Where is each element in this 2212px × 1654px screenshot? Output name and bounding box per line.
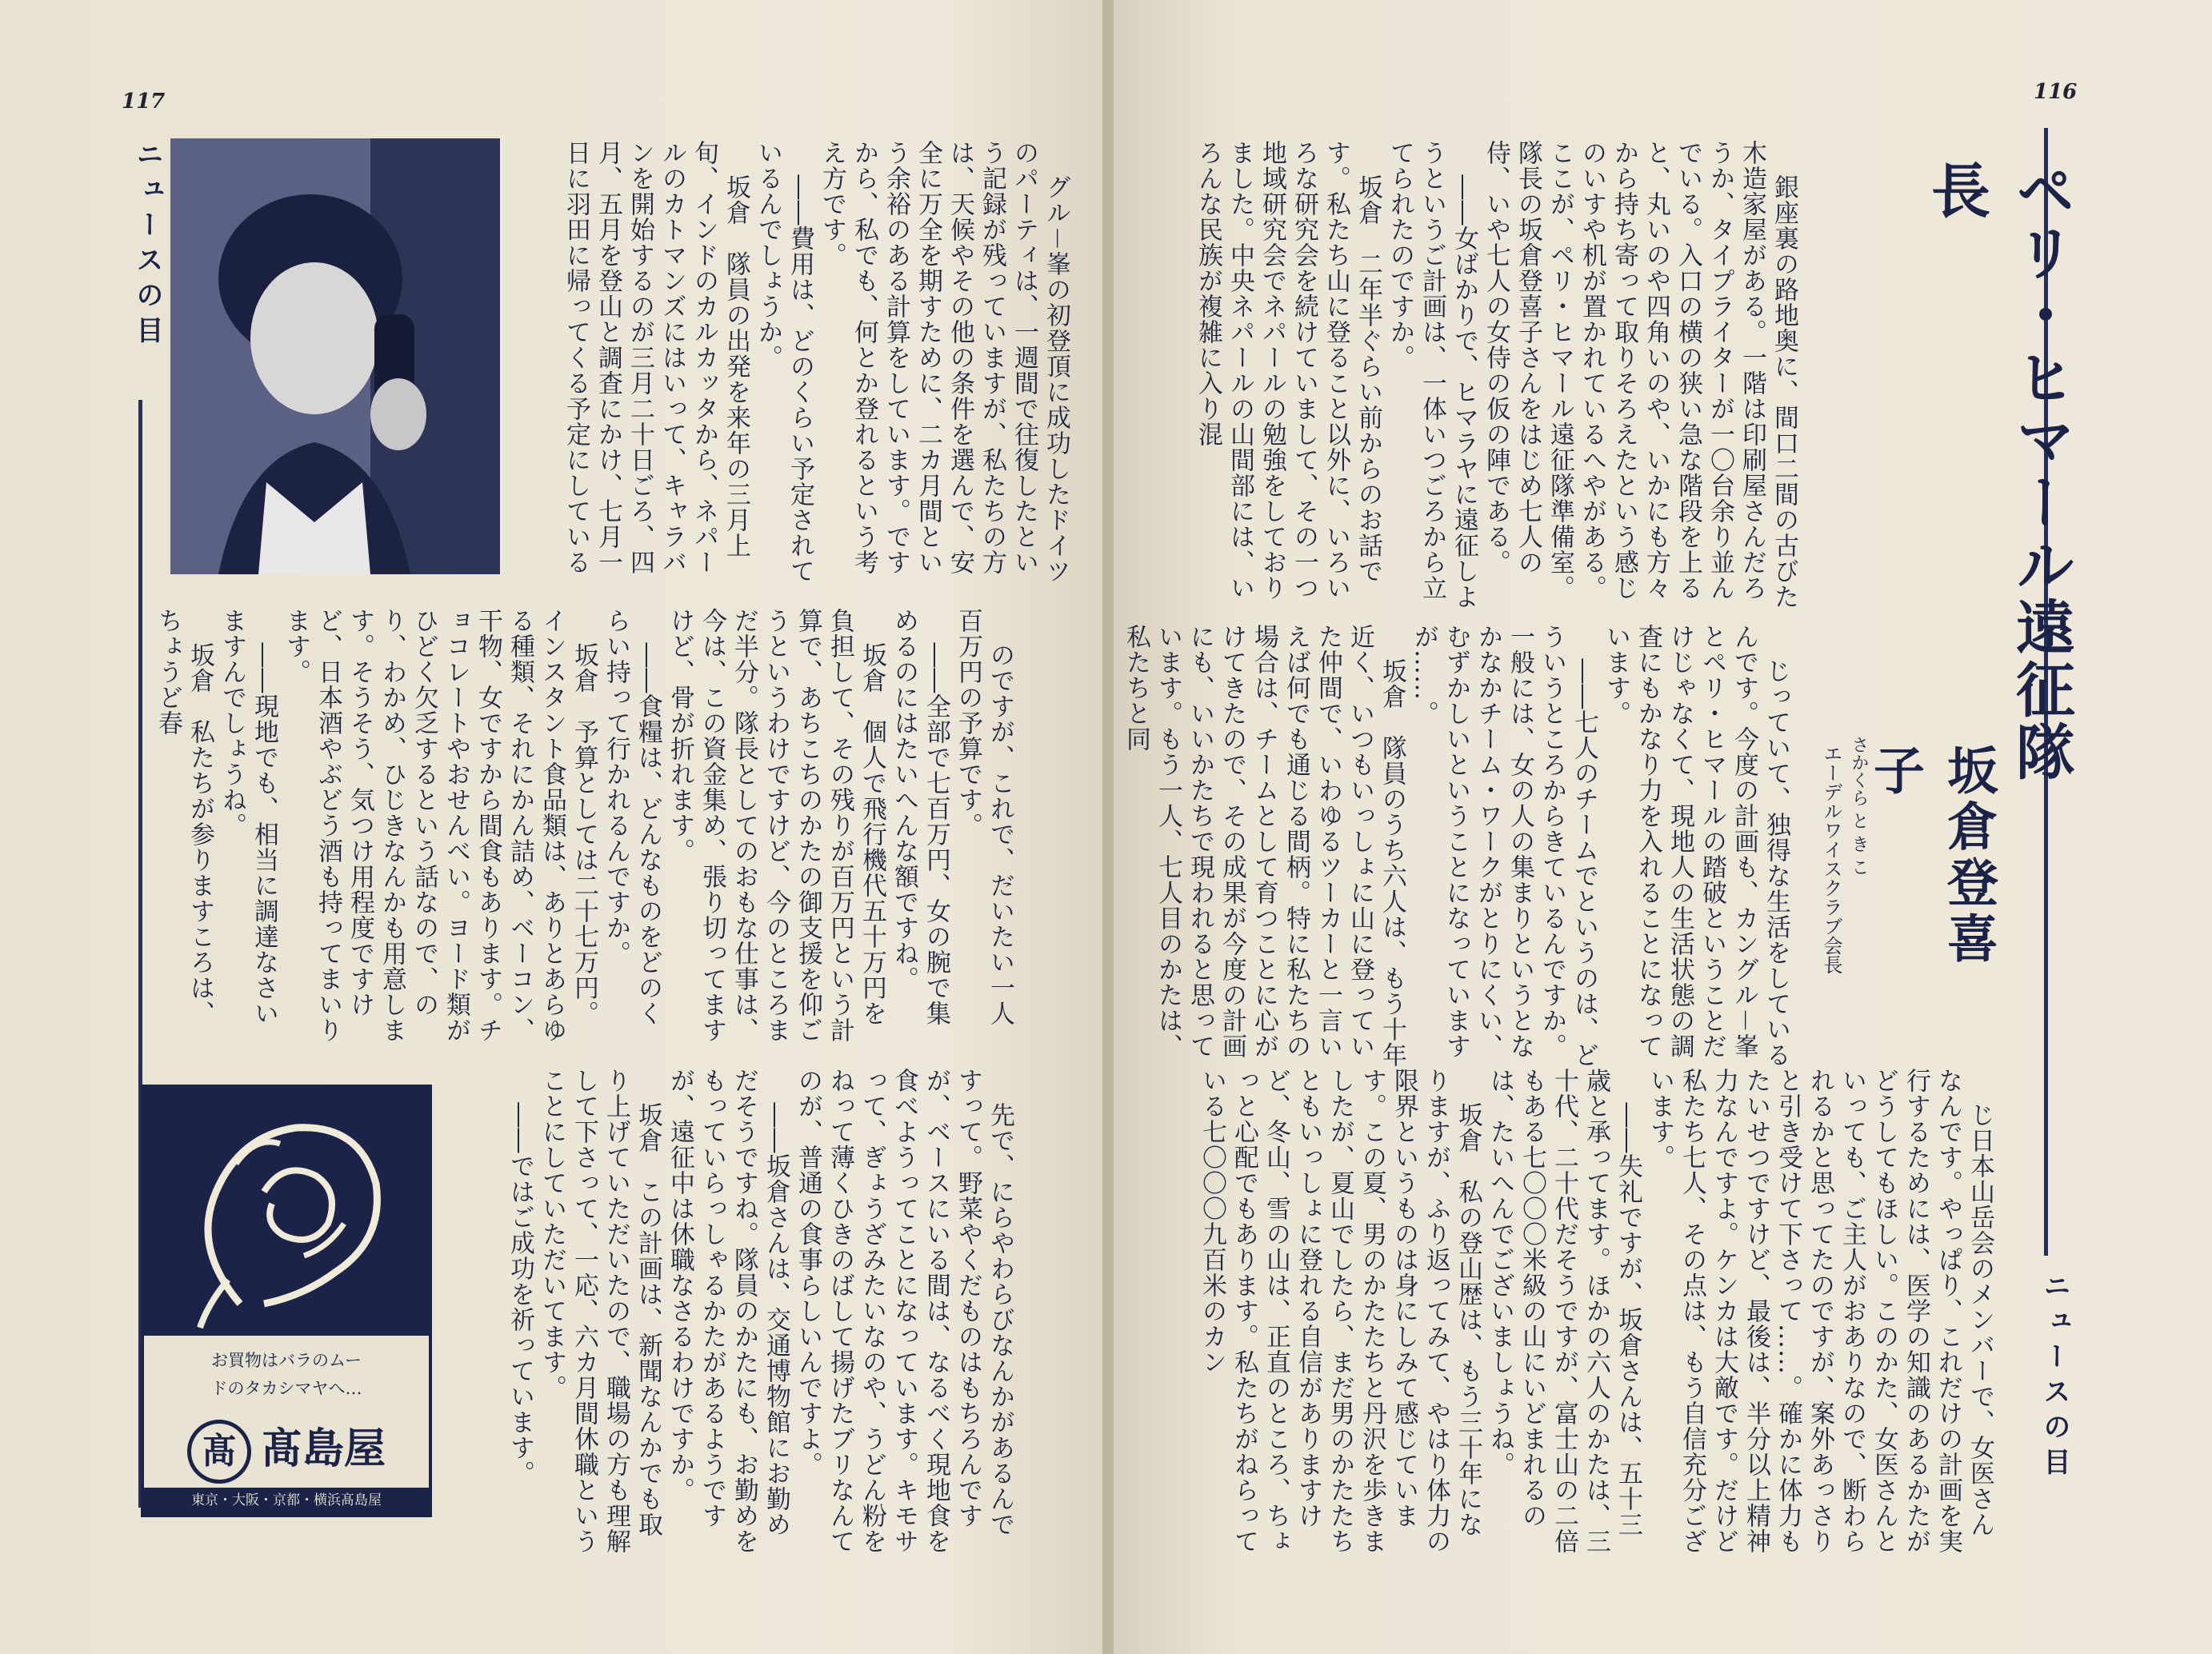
right-mid-para-1: じっていて、独得な生活をしているんです。今度の計画も、カングル－峯とペリ・ヒマールの踏破ということだけじゃなくて、現地人の生活状態の調査にもかなり力を入れることになっています。 (1602, 624, 1790, 1069)
page-number-116: 116 (2034, 80, 2078, 104)
right-top-para-2: ――女ばかりで、ヒマラヤに遠征しようというご計画は、一体いつごろから立てられたのですか。 (1386, 140, 1478, 610)
right-middle-text (1122, 624, 1824, 1080)
author-ruby: さかくら と き こ (1849, 736, 1869, 876)
right-page (1114, 0, 2212, 1654)
left-mid-para-1: のですが、これで、だいたい一人百万円の予算です。 (954, 608, 1014, 1027)
left-mid-para-5: 坂倉 予算としては二十七万円。インスタント食品類は、ありとあらゆる種類、それにかん詰め、ベーコン、干物、女ですから間食もあります。チョコレートやおせんべい。ヨード類がひどく欠乏するという話なので、のり、わかめ、ひじきなんかも用意します。そうそう、気つけ用程度ですけど、日本酒やぶどう酒も持ってまいります。 (282, 608, 598, 1043)
left-mid-para-3: 坂倉 個人で飛行機代五十万円を負担して、その残りが百万円という計算で、あちこちのかたの御支援を仰ごうというわけですけど、今のところまだ半分。隊長としてのおもな仕事は、今は、この資金集め、張り切ってますけど、骨が折れます。 (666, 608, 886, 1043)
ad-copy-line-2: ドのタカシマヤへ… (210, 1379, 362, 1398)
author-name: 坂倉登喜子 (1865, 744, 1998, 968)
right-bottom-para-1: じ日本山岳会のメンバーで、女医さんなんです。やっぱり、これだけの計画を実行するためには、医学の知識のあるかたがどうしてもほしい。このかた、女医さんといっても、ご主人がおありなので、断わられるかと思ってたのですが、案外あっさりと引き受けて下さって……。確かに体力もたいせつですけど、最後は、半分以上精神力なんですよ。ケンカは大敵です。だけど私たち七人、その点は、もう自信充分ございます。 (1646, 1068, 1994, 1554)
takashimaya-logo-name: 髙島屋 (260, 1425, 386, 1473)
ad-store-locations: 東京・大阪・京都・横浜髙島屋 (144, 1488, 429, 1514)
right-top-para-3: 坂倉 二年半ぐらい前からのお話です。私たち山に登ること以外に、いろいろな研究会を続けていまして、その一つ地域研究会でネパールの勉強をしておりました。中央ネパールの山間部には、いろんな民族が複雑に入り混 (1194, 140, 1382, 601)
right-bottom-para-2: ――失礼ですが、坂倉さんは、五十三歳と承ってます。ほかの六人のかたは、三十代、二十代だそうですが、富士山の二倍もある七〇〇〇米級の山にいどまれるのは、たいへんでございましょうね。 (1486, 1068, 1642, 1554)
book-gutter (1102, 0, 1114, 1654)
portrait-illustration (170, 138, 500, 574)
left-top-para-2: ――費用は、どのくらい予定されているんでしょうか。 (754, 140, 814, 585)
section-label-right: ニュースの目 (2038, 1272, 2070, 1483)
left-middle-text (156, 608, 1048, 1048)
takashimaya-logo-mark: 髙 (187, 1420, 251, 1484)
right-mid-para-2: ――七人のチームでというのは、どういうところからきているんですか。一般には、女の人の集まりというとなかなかチーム・ワークがとりにくい、むずかしいということになっていますが……。 (1410, 624, 1598, 1069)
section-label-left: ニュースの目 (131, 140, 163, 351)
author-role: エーデルワイスクラブ会長 (1820, 744, 1842, 974)
left-mid-para-4: ――食糧は、どんなものをどのくらい持って行かれるんですか。 (602, 608, 662, 1027)
left-page (0, 0, 1102, 1654)
right-mid-para-3: 坂倉 隊員のうち六人は、もう十年近く、いつもいっしょに山に登っていた仲間で、いわゆるツーカーと一言いえば何でも通じる間柄。特に私たちの場合は、チームとして育つことに心がけてきたので、その成果が今度の計画にも、いいかたちで現われると思っています。もう一人、七人目のかたは、私たちと同 (1122, 624, 1406, 1069)
left-top-text (512, 140, 1104, 588)
rose-illustration (144, 1088, 429, 1336)
takashimaya-advertisement (141, 1085, 432, 1517)
rose-icon (144, 1088, 429, 1336)
left-bottom-para-4: ――ではご成功を祈っています。 (506, 1102, 534, 1487)
left-mid-para-7: 坂倉 私たちが参りますころは、ちょうど春 (154, 608, 214, 1027)
page-number-117: 117 (122, 90, 166, 114)
right-top-para-1: 銀座裏の路地奥に、間口二間の古びた木造家屋がある。一階は印刷屋さんだろうか、タイプライターが一〇台余り並んでいる。入口の横の狭い急な階段を上ると、丸いのや四角いのや、いかにも方々から持ち寄って取りそろえたという感じのいすや机が置かれているへやがある。ここが、ペリ・ヒマール遠征隊準備室。隊長の坂倉登喜子さんをはじめ七人の侍、いや七人の女侍の仮の陣である。 (1482, 140, 1798, 610)
left-bottom-para-2: ――坂倉さんは、交通博物館にお勤めだそうですね。隊員のかたにも、お勤めをもっていらっしゃるかたがあるようですが、遠征中は休職なさるわけですか。 (666, 1068, 790, 1554)
author-portrait-photo (170, 138, 500, 574)
left-bottom-text (448, 1068, 1048, 1556)
left-top-para-3: 坂倉 隊員の出発を来年の三月上旬、インドのカルカッタから、ネパールのカトマンズにはいって、キャラバンを開始するのが三月二十日ごろ、四月、五月を登山と調査にかけ、七月一日に羽田に帰ってくる予定にしている (562, 140, 750, 575)
right-top-text (1128, 140, 1832, 612)
right-bottom-text (1128, 1068, 2028, 1556)
right-bottom-para-3: 坂倉 私の登山歴は、もう三十年になりますが、ふり返ってみて、やはり体力の限界というものは身にしみて感じています。この夏、男のかたたちと丹沢を歩きましたが、夏山でしたら、まだ男のかたたちともいっしょに登れる自信がありますけど、冬山、雪の山は、正直のところ、ちょっと心配でもあります。私たちがねらっている七〇〇〇九百米のカン (1198, 1068, 1482, 1554)
article-title: ペリ・ヒマール遠征隊長 (1922, 160, 2075, 784)
left-bottom-para-1: 先で、にらやわらびなんかがあるんですって。野菜やくだものはもちろんですが、ベースにいる間は、なるべく現地食を食べようってことになっています。キモサって、ぎょうざみたいなのや、うどん粉をねって薄くひきのばして揚げたブリなんてのが、普通の食事らしいんですよ。 (794, 1068, 1014, 1554)
left-mid-para-2: ――全部で七百万円、女の腕で集めるのにはたいへんな額ですね。 (890, 608, 950, 1027)
left-mid-para-6: ――現地でも、相当に調達なさいますんでしょうね。 (218, 608, 278, 1027)
left-top-para-1: グル－峯の初登頂に成功したドイツのパーティは、一週間で往復したという記録が残っていますが、私たちの方は、天候やその他の条件を選んで、安全に万全を期すために、二カ月間という余裕のある計算をしています。ですから、私でも、何とか登れるという考え方です。 (818, 140, 1070, 585)
left-bottom-para-3: 坂倉 この計画は、新聞なんかでも取り上げていただいたので、職場の方も理解して下さって、一応、六カ月間休職ということにしていただいてます。 (538, 1068, 662, 1554)
ad-copy-line-1: お買物はバラのムー (211, 1351, 362, 1370)
takashimaya-logo (150, 1417, 422, 1481)
